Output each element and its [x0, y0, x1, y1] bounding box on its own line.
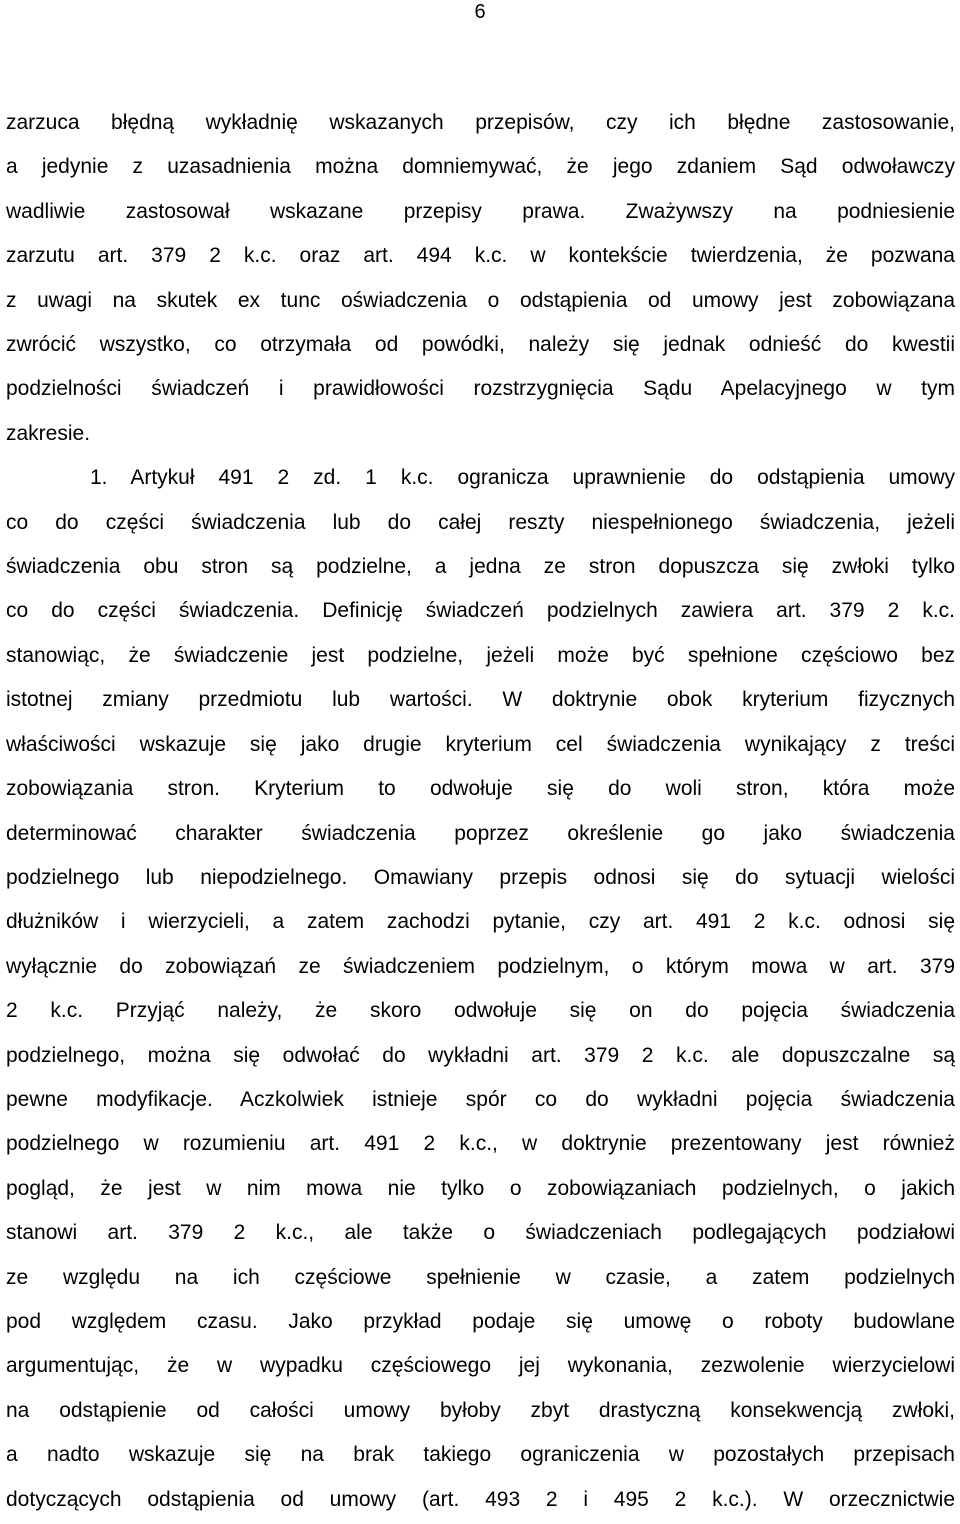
text-line: zobowiązania stron. Kryterium to odwołuje się do woli stron, która może: [6, 777, 955, 801]
text-line: determinować charakter świadczenia poprzez określenie go jako świadczenia: [6, 821, 955, 845]
text-line: co do części świadczenia. Definicję świadczeń podzielnych zawiera art. 379 2 k.c.: [6, 599, 955, 623]
text-line: zarzutu art. 379 2 k.c. oraz art. 494 k.c. w kontekście twierdzenia, że pozwana: [6, 244, 955, 268]
text-line: ze względu na ich częściowe spełnienie w czasie, a zatem podzielnych: [6, 1265, 955, 1289]
text-line: 2 k.c. Przyjąć należy, że skoro odwołuje się on do pojęcia świadczenia: [6, 999, 955, 1023]
text-line: a nadto wskazuje się na brak takiego ograniczenia w pozostałych przepisach: [6, 1443, 955, 1467]
text-line: podzielności świadczeń i prawidłowości rozstrzygnięcia Sądu Apelacyjnego w tym: [6, 377, 955, 401]
text-line: zakresie.: [6, 421, 91, 445]
text-line: na odstąpienie od całości umowy byłoby zbyt drastyczną konsekwencją zwłoki,: [6, 1398, 955, 1422]
text-line: podzielnego, można się odwołać do wykładni art. 379 2 k.c. ale dopuszczalne są: [6, 1043, 955, 1067]
text-line: wyłącznie do zobowiązań ze świadczeniem podzielnym, o którym mowa w art. 379: [6, 954, 955, 978]
text-line: podzielnego w rozumieniu art. 491 2 k.c., w doktrynie prezentowany jest również: [6, 1132, 955, 1156]
text-line: co do części świadczenia lub do całej reszty niespełnionego świadczenia, jeżeli: [6, 510, 955, 534]
text-line: a jedynie z uzasadnienia można domniemywać, że jego zdaniem Sąd odwoławczy: [6, 155, 955, 179]
text-line: dłużników i wierzycieli, a zatem zachodzi pytanie, czy art. 491 2 k.c. odnosi się: [6, 910, 955, 934]
paragraph-1: [6, 101, 955, 456]
text-line: pod względem czasu. Jako przykład podaje się umowę o roboty budowlane: [6, 1309, 955, 1333]
text-line: 1. Artykuł 491 2 zd. 1 k.c. ogranicza uprawnienie do odstąpienia umowy: [90, 466, 955, 490]
text-line: właściwości wskazuje się jako drugie kryterium cel świadczenia wynikający z treści: [6, 732, 955, 756]
text-line: dotyczących odstąpienia od umowy (art. 493 2 i 495 2 k.c.). W orzecznictwie: [6, 1487, 955, 1511]
text-line: wadliwie zastosował wskazane przepisy prawa. Zważywszy na podniesienie: [6, 199, 955, 223]
text-line: stanowi art. 379 2 k.c., ale także o świadczeniach podlegających podziałowi: [6, 1221, 955, 1245]
text-line: podzielnego lub niepodzielnego. Omawiany przepis odnosi się do sytuacji wielości: [6, 865, 955, 889]
page-number: 6: [474, 1, 486, 23]
text-line: pogląd, że jest w nim mowa nie tylko o zobowiązaniach podzielnych, o jakich: [6, 1176, 955, 1200]
text-line: świadczenia obu stron są podzielne, a jedna ze stron dopuszcza się zwłoki tylko: [6, 555, 955, 579]
text-line: zarzuca błędną wykładnię wskazanych przepisów, czy ich błędne zastosowanie,: [6, 111, 955, 134]
paragraph-2: [6, 456, 955, 1522]
text-line: stanowiąc, że świadczenie jest podzielne, jeżeli może być spełnione częściowo bez: [6, 643, 955, 667]
text-line: istotnej zmiany przedmiotu lub wartości. W doktrynie obok kryterium fizycznych: [6, 688, 955, 712]
text-line: argumentując, że w wypadku częściowego jej wykonania, zezwolenie wierzycielowi: [6, 1354, 955, 1378]
text-line: pewne modyfikacje. Aczkolwiek istnieje spór co do wykładni pojęcia świadczenia: [6, 1087, 955, 1111]
document-body: [6, 101, 955, 1522]
text-line: zwrócić wszystko, co otrzymała od powódki, należy się jednak odnieść do kwestii: [6, 333, 955, 357]
text-line: z uwagi na skutek ex tunc oświadczenia o odstąpienia od umowy jest zobowiązana: [6, 288, 955, 312]
